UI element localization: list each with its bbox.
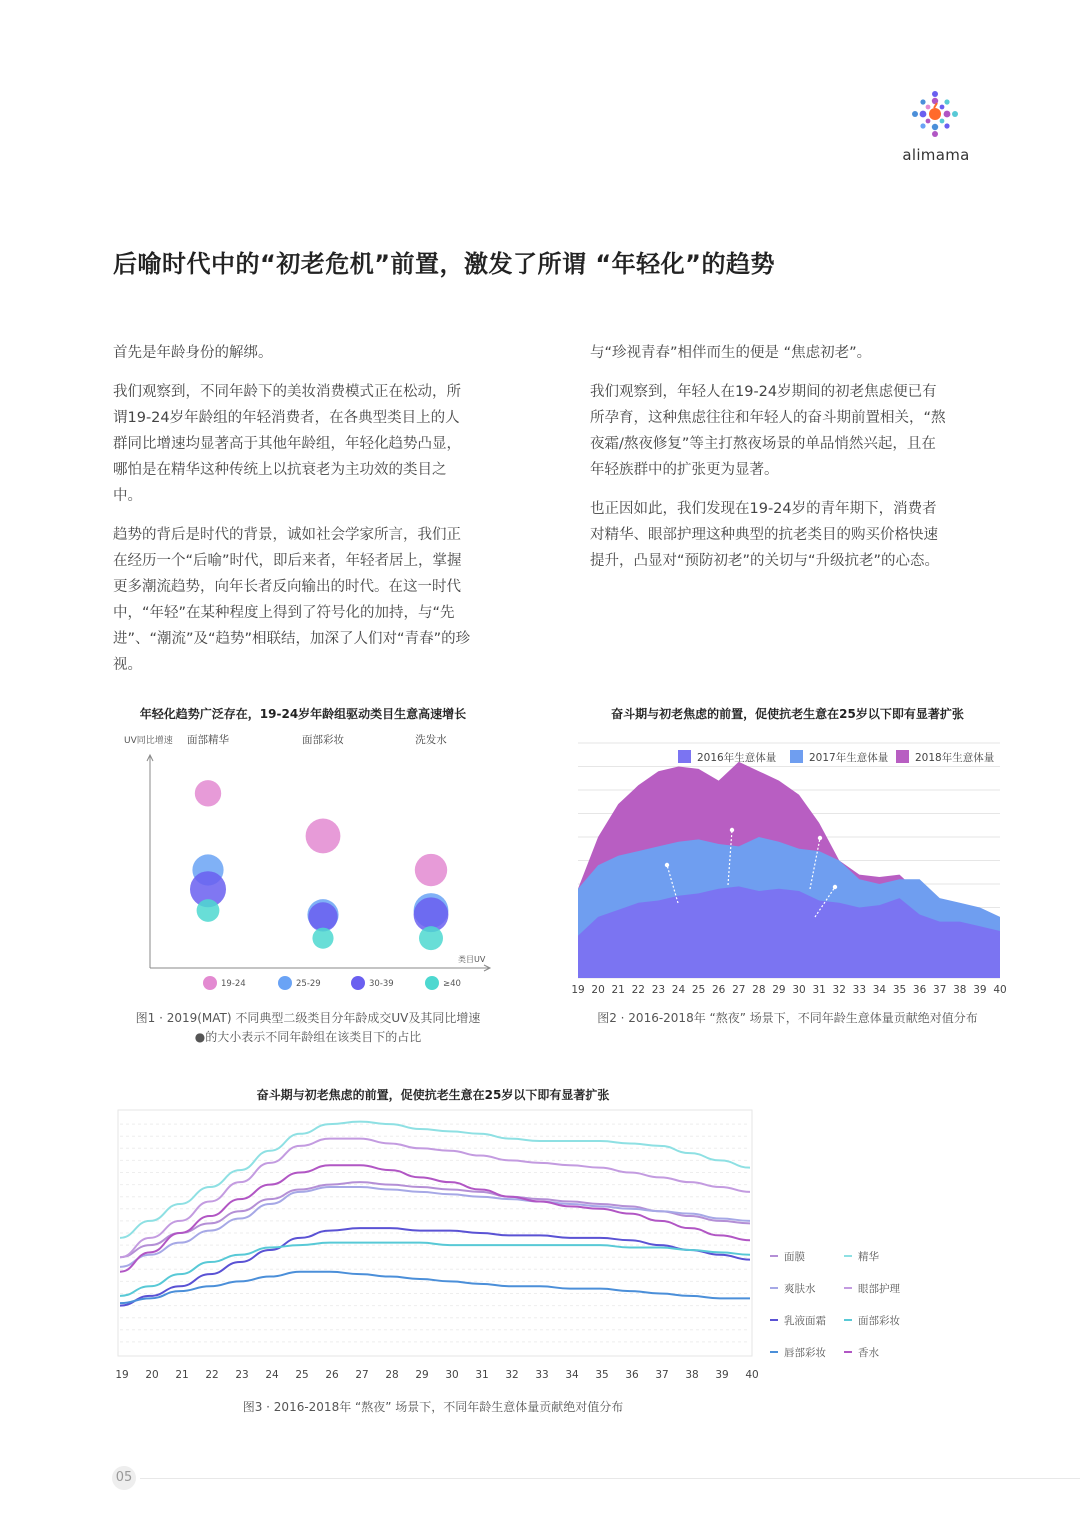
- legend-label: 30-39: [369, 979, 394, 989]
- logo-text: alimama: [902, 146, 970, 164]
- paragraph: 也正因如此，我们发现在19-24岁的青年期下，消费者对精华、眼部护理这种典型的抗老类目的购买价格快速提升，凸显对“预防初老”的关切与“升级抗老”的心态。: [590, 501, 940, 569]
- logo-dot: [926, 119, 931, 124]
- legend-marker: [203, 976, 217, 990]
- x-tick-label: 22: [631, 984, 645, 996]
- x-tick-label: 40: [745, 1369, 759, 1381]
- legend-label: 精华: [858, 1251, 879, 1263]
- fig3-line-chart: [110, 1108, 930, 1386]
- logo-dot: [932, 131, 938, 137]
- x-tick-label: 25: [691, 984, 706, 996]
- x-tick-label: 26: [325, 1369, 339, 1381]
- paragraph: 我们观察到，年轻人在19-24岁期间的初老焦虑便已有所孕育，这种焦虑往往和年轻人的奋斗期前置相关，“熬夜霜/熬夜修复”等主打熬夜场景的单品悄然兴起，且在年轻族群中的扩张更为显著。: [590, 384, 946, 478]
- bubble-point: [308, 902, 337, 931]
- x-tick-label: 26: [711, 984, 726, 996]
- trend-arrow-head: [665, 863, 669, 867]
- left-column: [113, 340, 473, 691]
- x-tick-label: 29: [415, 1369, 429, 1381]
- x-tick-label: 32: [505, 1369, 519, 1381]
- x-tick-label: 24: [265, 1369, 279, 1381]
- logo-dot: [952, 111, 958, 117]
- bubble-point: [415, 854, 447, 886]
- line-series: [120, 1187, 750, 1267]
- x-tick-label: 29: [772, 984, 786, 996]
- x-tick-label: 21: [175, 1369, 189, 1381]
- x-tick-label: 28: [385, 1369, 399, 1381]
- x-tick-label: 39: [973, 984, 987, 996]
- logo-dot: [944, 99, 949, 104]
- logo-dot: [912, 111, 918, 117]
- x-tick-label: 33: [535, 1369, 549, 1381]
- legend-label: 2018年生意体量: [915, 752, 995, 764]
- x-tick-label: 40: [993, 984, 1007, 996]
- fig1-caption: [113, 1009, 503, 1047]
- legend-marker: [425, 976, 439, 990]
- x-tick-label: 38: [685, 1369, 699, 1381]
- category-label: 面部彩妆: [302, 734, 344, 746]
- logo-dot: [944, 123, 949, 128]
- x-tick-label: 38: [953, 984, 967, 996]
- fig1-title: 年轻化趋势广泛存在，19-24岁年龄组驱动类目生意高速增长: [139, 707, 467, 721]
- x-tick-label: 33: [852, 984, 867, 996]
- logo-dot: [940, 119, 945, 124]
- paragraph: 趋势的背后是时代的背景，诚如社会学家所言，我们正在经历一个“后喻”时代，即后来者，年轻者居上，掌握更多潮流趋势，向年长者反向输出的时代。在这一时代中，“年轻”在某种程度上得到了符号化的加持，与“先进”、“潮流”及“趋势”相联结，加深了人们对“青春”的珍视。: [113, 527, 471, 673]
- logo-dot: [944, 111, 951, 118]
- logo-dot: [940, 105, 945, 110]
- fig2-title: 奋斗期与初老焦虑的前置，促使抗老生意在25岁以下即有显著扩张: [611, 707, 964, 721]
- bubble-point: [197, 899, 220, 922]
- category-label: 面部精华: [187, 734, 229, 746]
- x-tick-label: 32: [832, 984, 846, 996]
- footer-divider: [140, 1478, 1080, 1479]
- legend-label: 眼部护理: [858, 1283, 900, 1295]
- paragraph: 首先是年龄身份的解绑。: [113, 345, 273, 361]
- legend-label: 香水: [858, 1347, 879, 1359]
- x-tick-label: 27: [732, 984, 746, 996]
- y-axis-label: UV同比增速: [124, 736, 173, 746]
- fig3-title: 奋斗期与初老焦虑的前置，促使抗老生意在25岁以下即有显著扩张: [256, 1088, 610, 1102]
- x-tick-label: 36: [625, 1369, 639, 1381]
- x-tick-label: 23: [651, 984, 666, 996]
- trend-arrow-head: [730, 828, 734, 832]
- fig1-caption-line2: ●的大小表示不同年龄组在该类目下的占比: [194, 1030, 422, 1044]
- x-tick-label: 34: [872, 984, 887, 996]
- logo-dot: [920, 99, 925, 104]
- paragraph: 与“珍视青春”相伴而生的便是 “焦虑初老”。: [590, 345, 872, 361]
- line-series: [120, 1139, 750, 1258]
- x-tick-label: 23: [235, 1369, 249, 1381]
- x-axis-label: 类目UV: [458, 955, 486, 964]
- legend-label: 面部彩妆: [858, 1315, 900, 1327]
- trend-arrow-head: [833, 885, 837, 889]
- logo-dot: [920, 123, 925, 128]
- logo-dot: [932, 91, 938, 97]
- x-tick-label: 19: [115, 1369, 129, 1381]
- x-tick-label: 36: [912, 984, 927, 996]
- legend-swatch: [790, 750, 803, 763]
- legend-label: 25-29: [296, 979, 321, 989]
- x-tick-label: 21: [611, 984, 625, 996]
- legend-label: 19-24: [221, 979, 246, 989]
- fig2-caption: 图2 · 2016-2018年 “熬夜” 场景下，不同年龄生意体量贡献绝对值分布: [597, 1011, 978, 1025]
- x-tick-label: 37: [655, 1369, 669, 1381]
- legend-swatch: [896, 750, 909, 763]
- x-tick-label: 37: [933, 984, 947, 996]
- page-title: 后喻时代中的“初老危机”前置，激发了所谓 “年轻化”的趋势: [113, 250, 775, 278]
- legend-marker: [278, 976, 292, 990]
- category-label: 洗发水: [415, 734, 447, 746]
- line-series: [120, 1165, 750, 1271]
- x-tick-label: 22: [205, 1369, 219, 1381]
- logo-dot: [920, 111, 927, 118]
- logo-dot: [932, 124, 938, 130]
- x-tick-label: 39: [715, 1369, 729, 1381]
- x-tick-label: 35: [892, 984, 907, 996]
- bubble-point: [419, 926, 443, 950]
- x-tick-label: 31: [475, 1369, 489, 1381]
- x-tick-label: 35: [595, 1369, 609, 1381]
- x-tick-label: 20: [591, 984, 605, 996]
- x-tick-label: 31: [812, 984, 826, 996]
- legend-marker: [351, 976, 365, 990]
- paragraph: 我们观察到，不同年龄下的美妆消费模式正在松动，所谓19-24岁年龄组的年轻消费者，在各典型类目上的人群同比增速均显著高于其他年龄组，年轻化趋势凸显，哪怕是在精华这种传统上以抗衰老为主功效的类目之中。: [113, 384, 461, 504]
- line-series: [120, 1272, 750, 1303]
- x-tick-label: 30: [445, 1369, 459, 1381]
- legend-label: 2016年生意体量: [697, 752, 777, 764]
- fig3-caption: 图3 · 2016-2018年 “熬夜” 场景下，不同年龄生意体量贡献绝对值分布: [242, 1400, 624, 1414]
- legend-label: 爽肤水: [784, 1283, 816, 1295]
- trend-arrow-head: [818, 836, 822, 840]
- x-tick-label: 28: [752, 984, 766, 996]
- logo-center-dot: [929, 108, 941, 120]
- logo-dot: [926, 105, 931, 110]
- x-tick-label: 30: [792, 984, 806, 996]
- x-tick-label: 25: [295, 1369, 309, 1381]
- x-tick-label: 24: [671, 984, 686, 996]
- fig1-bubble-chart: [110, 725, 500, 1000]
- legend-label: 2017年生意体量: [809, 752, 889, 764]
- bubble-point: [195, 780, 221, 806]
- x-tick-label: 20: [145, 1369, 159, 1381]
- x-tick-label: 27: [355, 1369, 369, 1381]
- right-column: [590, 340, 950, 587]
- bubble-point: [312, 928, 333, 949]
- x-tick-label: 34: [565, 1369, 579, 1381]
- fig1-caption-line1: 图1 · 2019(MAT) 不同典型二级类目分年龄成交UV及其同比增速: [135, 1011, 481, 1025]
- legend-label: 乳液面霜: [784, 1315, 826, 1327]
- legend-swatch: [678, 750, 691, 763]
- fig2-area-chart: [570, 735, 1010, 1000]
- bubble-point: [306, 819, 341, 854]
- legend-label: 面膜: [784, 1251, 805, 1263]
- legend-label: ≥40: [443, 979, 461, 989]
- x-tick-label: 19: [571, 984, 585, 996]
- legend-label: 唇部彩妆: [784, 1347, 826, 1359]
- page-number: 05: [112, 1466, 136, 1490]
